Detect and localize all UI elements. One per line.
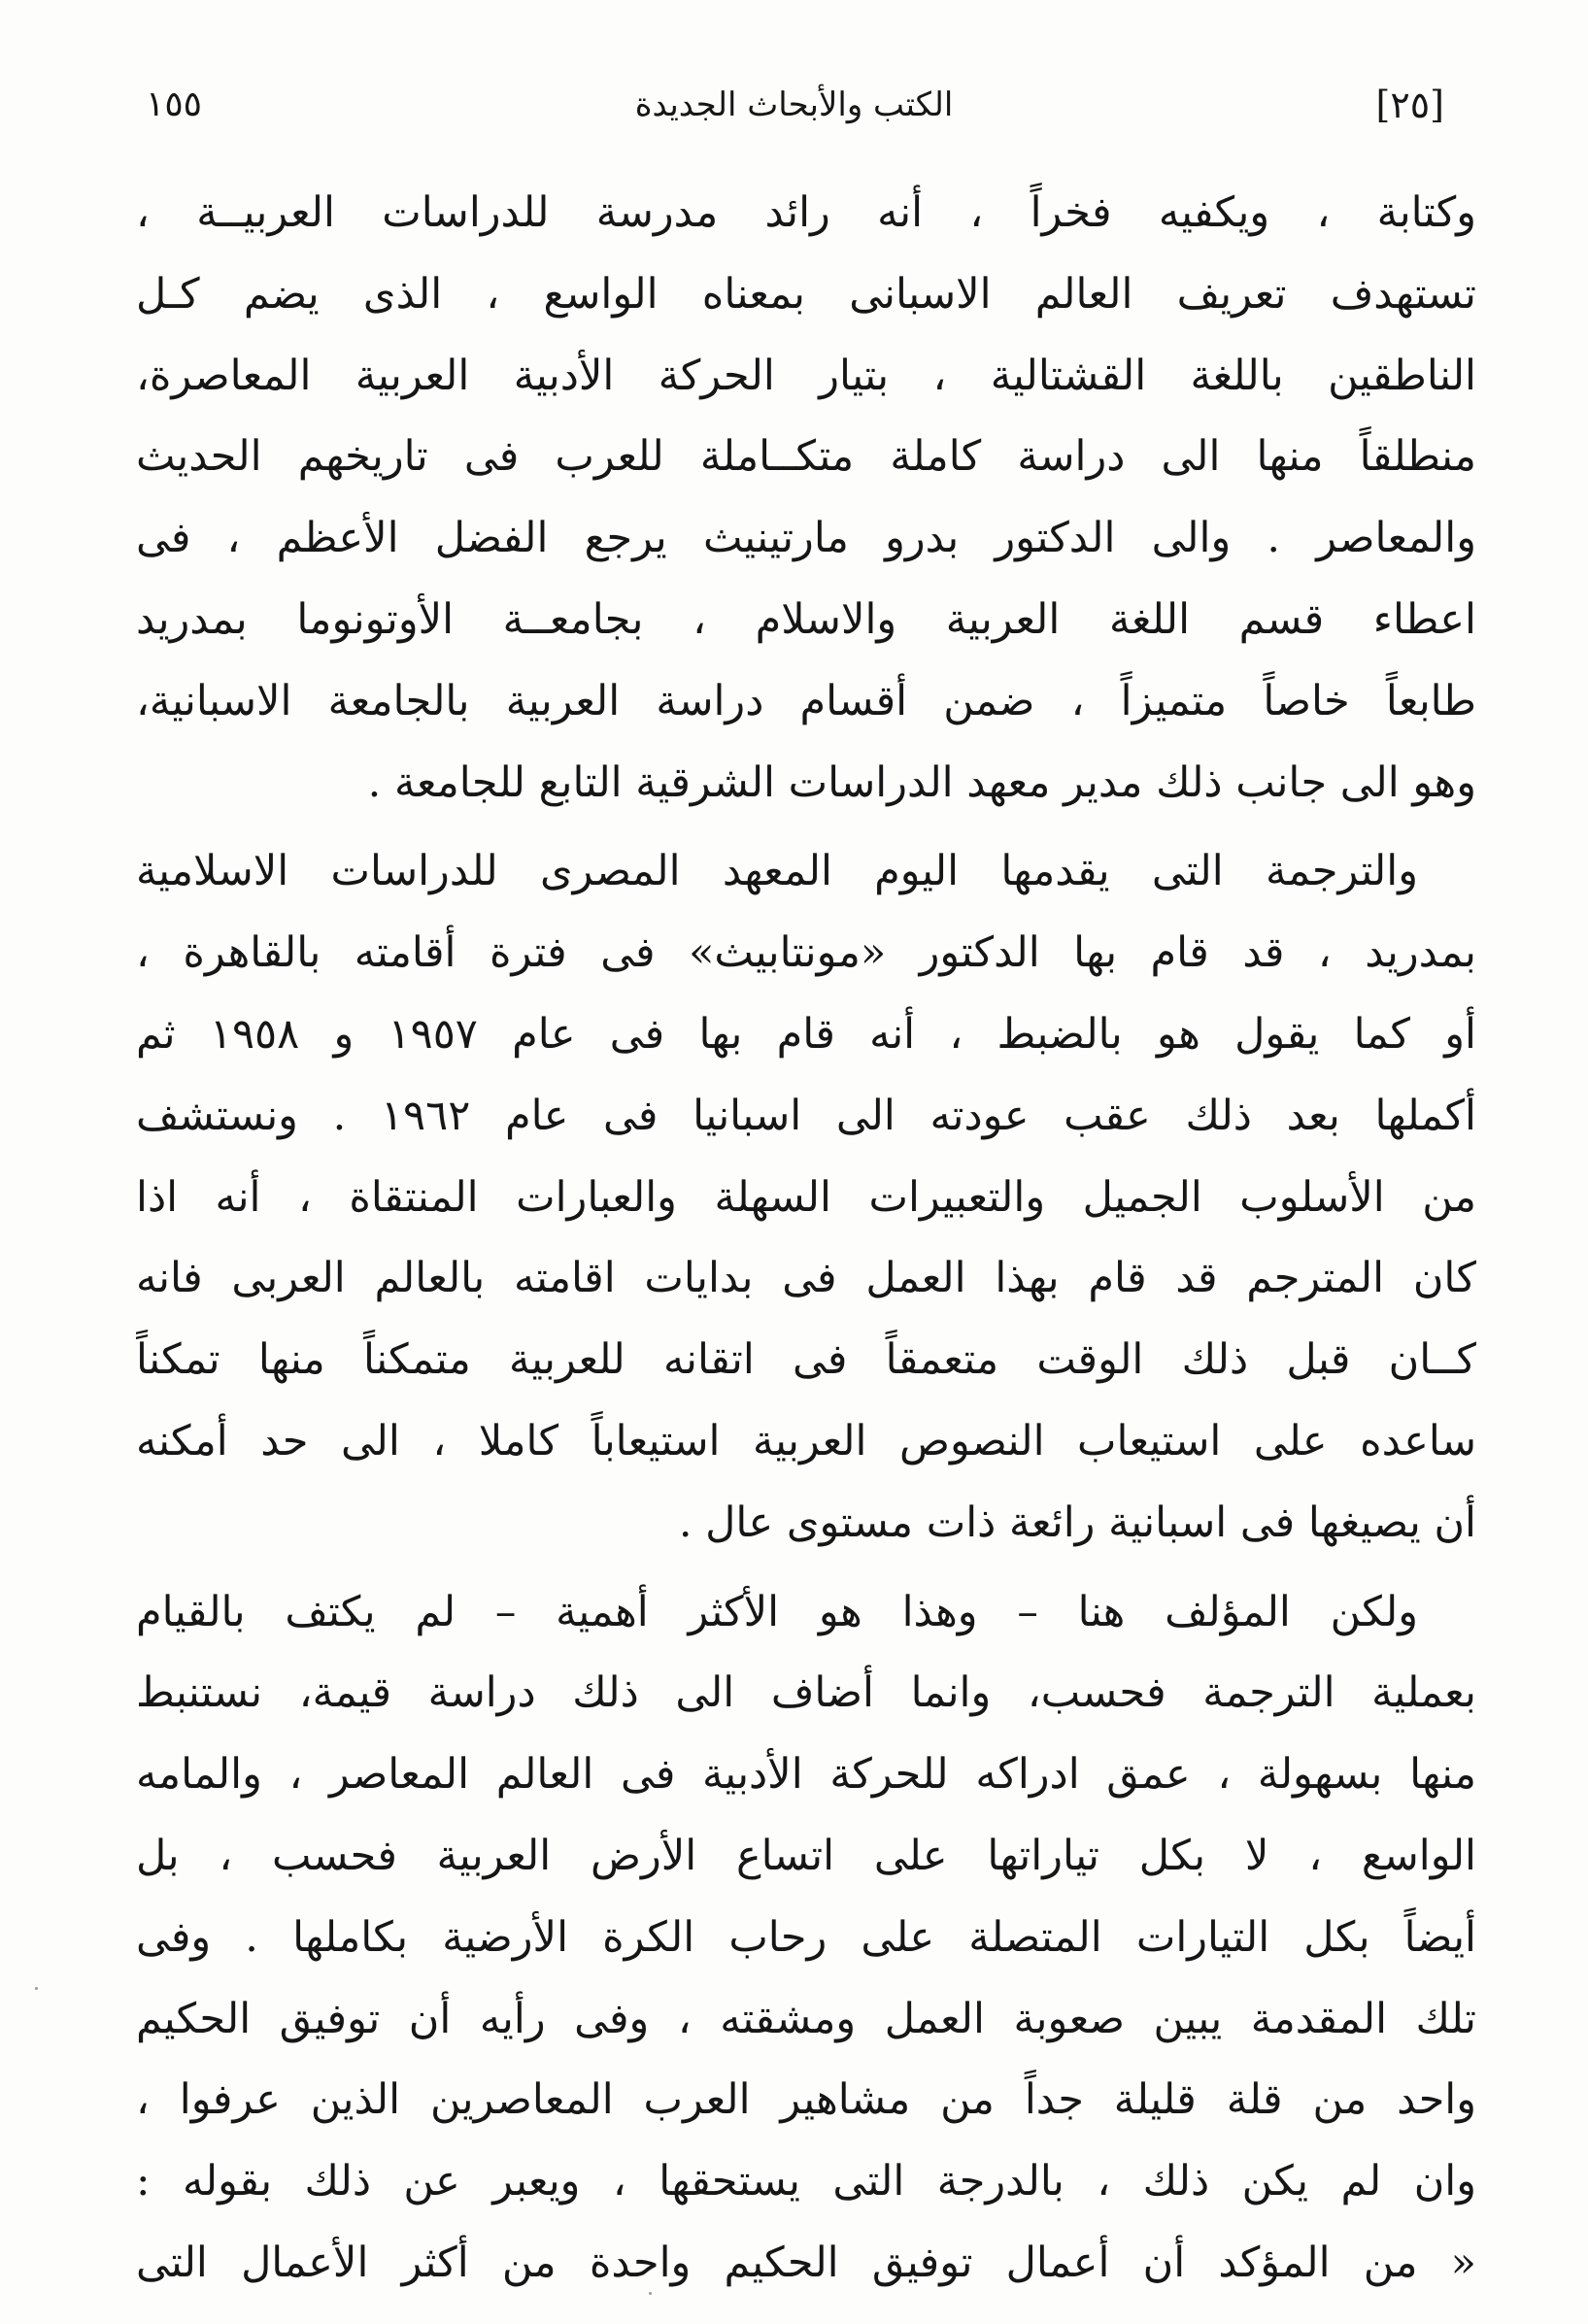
paragraph (136, 831, 1476, 1564)
text-line: أن يصيغها فى اسبانية رائعة ذات مستوى عال . (678, 1498, 1476, 1547)
text-line: طابعاً خاصاً متميزاً ، ضمن أقسام دراسة العربية بالجامعة الاسبانية، (136, 676, 1476, 725)
text-line: بعملية الترجمة فحسب، وانما أضاف الى ذلك دراسة قيمة، نستنبط (136, 1668, 1476, 1718)
chapter-mark: [٢٥] (1375, 84, 1444, 126)
text-line: أيضاً بكل التيارات المتصلة على رحاب الكرة الأرضية بكاملها . وفى (136, 1912, 1476, 1962)
text-line: ساعده على استيعاب النصوص العربية استيعاباً كاملا ، الى حد أمكنه (136, 1416, 1476, 1465)
text-line: وكتابة ، ويكفيه فخراً ، أنه رائد مدرسة للدراسات العربيــة ، (136, 188, 1476, 237)
text-line: والمعاصر . والى الدكتور بدرو مارتينيث يرجع الفضل الأعظم ، فى (136, 514, 1476, 563)
text-line: وهو الى جانب ذلك مدير معهد الدراسات الشرقية التابع للجامعة . (367, 758, 1476, 807)
text-line: تلك المقدمة يبين صعوبة العمل ومشقته ، وفى رأيه أن توفيق الحكيم (136, 1994, 1476, 2043)
scan-speck (649, 2292, 652, 2295)
paragraph (136, 173, 1476, 824)
text-line: الواسع ، لا بكل تياراتها على اتساع الأرض العربية فحسب ، بل (136, 1831, 1476, 1880)
text-line: أكملها بعد ذلك عقب عودته الى اسبانيا فى عام ١٩٦٢ . ونستشف (136, 1091, 1476, 1140)
text-line: تستهدف تعريف العالم الاسبانى بمعناه الواسع ، الذى يضم كـل (136, 269, 1476, 319)
page-number: ١٥٥ (146, 84, 203, 124)
text-line: « من المؤكد أن أعمال توفيق الحكيم واحدة من أكثر الأعمال التى (136, 2238, 1476, 2287)
running-title: الكتب والأبحاث الجديدة (634, 85, 954, 124)
running-header (136, 76, 1452, 134)
text-line: منطلقاً منها الى دراسة كاملة متكــاملة للعرب فى تاريخهم الحديث (136, 432, 1476, 482)
text-line: والترجمة التى يقدمها اليوم المعهد المصرى للدراسات الاسلامية (136, 847, 1418, 896)
text-line: ولكن المؤلف هنا – وهذا هو الأكثر أهمية – لم يكتف بالقيام (136, 1587, 1418, 1636)
text-line: بمدريد ، قد قام بها الدكتور «مونتابيث» فى فترة أقامته بالقاهرة ، (136, 928, 1476, 978)
text-line: من الأسلوب الجميل والتعبيرات السهلة والعبارات المنتقاة ، أنه اذا (136, 1172, 1476, 1222)
scan-speck (35, 1987, 38, 1990)
paragraph (136, 1572, 1476, 2305)
text-line: اعطاء قسم اللغة العربية والاسلام ، بجامعــة الأوتونوما بمدريد (136, 594, 1476, 644)
body-text (136, 173, 1476, 2305)
text-line: وان لم يكن ذلك ، بالدرجة التى يستحقها ، ويعبر عن ذلك بقوله : (136, 2157, 1476, 2206)
text-line: منها بسهولة ، عمق ادراكه للحركة الأدبية فى العالم المعاصر ، والمامه (136, 1750, 1476, 1800)
text-line: الناطقين باللغة القشتالية ، بتيار الحركة الأدبية العربية المعاصرة، (136, 351, 1476, 400)
paragraph-gap (136, 824, 1476, 831)
text-line: كــان قبل ذلك الوقت متعمقاً فى اتقانه للعربية متمكناً منها تمكناً (136, 1335, 1476, 1385)
text-line: أو كما يقول هو بالضبط ، أنه قام بها فى عام ١٩٥٧ و ١٩٥٨ ثم (136, 1009, 1476, 1059)
text-line: كان المترجم قد قام بهذا العمل فى بدايات اقامته بالعالم العربى فانه (136, 1254, 1476, 1303)
paragraph-gap (136, 1565, 1476, 1572)
text-line: واحد من قلة قليلة جداً من مشاهير العرب المعاصرين الذين عرفوا ، (136, 2075, 1476, 2125)
